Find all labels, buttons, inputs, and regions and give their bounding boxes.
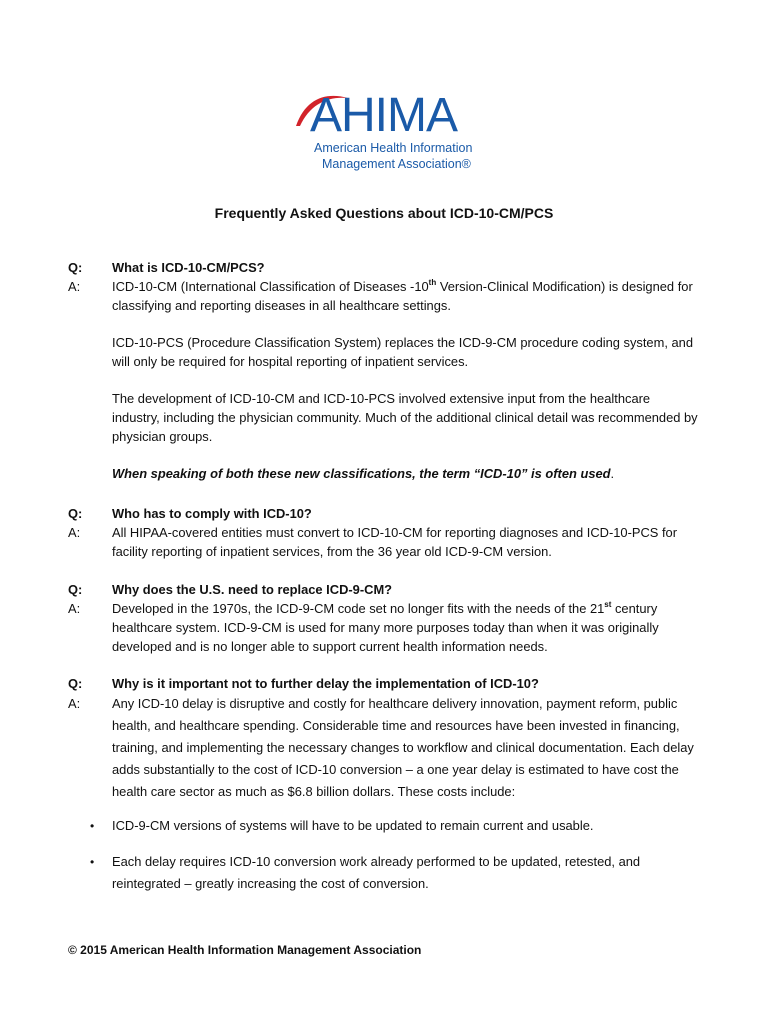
- list-item: [90, 851, 698, 895]
- logo-org-line1: American Health Information: [314, 141, 473, 155]
- answer-label: A:: [68, 696, 81, 711]
- answer-paragraph: The development of ICD-10-CM and ICD-10-PCS involved extensive input from the healthcare industry, including the physician community. Much of the additional clinical detail was recommended by physician groups.: [112, 391, 698, 444]
- logo-wordmark: AHIMA: [310, 89, 458, 142]
- list-item-text: Each delay requires ICD-10 conversion work already performed to be updated, retested, and reintegrated – greatly increasing the cost of conversion.: [112, 854, 641, 891]
- question-row: [68, 258, 698, 277]
- bullet-icon: •: [90, 855, 95, 869]
- question-label: Q:: [68, 260, 83, 275]
- answer-text: All HIPAA-covered entities must convert to ICD-10-CM for reporting diagnoses and ICD-10-PCS for facility reporting of inpatient services, from the 36 year old ICD-9-CM version.: [112, 525, 678, 559]
- logo-org-line2: Management Association®: [322, 157, 471, 171]
- question-text: Why does the U.S. need to replace ICD-9-CM?: [112, 582, 393, 597]
- faq-item-4: [68, 674, 698, 895]
- note-end: .: [610, 466, 615, 481]
- answer-row: [68, 523, 698, 561]
- answer-row: [68, 277, 698, 315]
- answer-label: A:: [68, 601, 81, 616]
- answer-label: A:: [68, 279, 81, 294]
- page-title: Frequently Asked Questions about ICD-10-CM/PCS: [214, 205, 554, 221]
- list-item: [90, 815, 698, 837]
- answer-row: [68, 693, 698, 803]
- question-label: Q:: [68, 676, 83, 691]
- cost-bullet-list: [68, 815, 698, 895]
- answer-note: [68, 464, 698, 483]
- answer-text-part: century healthcare system. ICD-9-CM is used for many more purposes today than when it was originally developed and is no longer able to support current health information needs.: [112, 601, 659, 654]
- faq-item-1: [68, 258, 698, 483]
- answer-text-part: Version-Clinical Modification) is designed for classifying and reporting diseases in all healthcare settings.: [112, 279, 693, 313]
- answer-text: [112, 599, 698, 656]
- question-text: Who has to comply with ICD-10?: [112, 506, 312, 521]
- list-item-text: ICD-9-CM versions of systems will have to be updated to remain current and usable.: [112, 818, 594, 833]
- answer-row: [68, 599, 698, 656]
- superscript: th: [428, 278, 437, 287]
- answer-label: A:: [68, 525, 81, 540]
- superscript: st: [604, 600, 612, 609]
- question-text: What is ICD-10-CM/PCS?: [112, 260, 265, 275]
- answer-text-part: Developed in the 1970s, the ICD-9-CM code set no longer fits with the needs of the 21: [112, 601, 605, 616]
- answer-text: [112, 277, 698, 315]
- question-row: [68, 504, 698, 523]
- answer-text: Any ICD-10 delay is disruptive and costly for healthcare delivery innovation, payment reform, public health, and healthcare spending. Considerable time and resources have been invested in financing, training, and implementing the necessary changes to workflow and clinical documentation. Each delay adds substantially to the cost of ICD-10 conversion – a one year delay is estimated to have cost the health care sector as much as $6.8 billion dollars. These costs include:: [112, 696, 694, 799]
- faq-item-3: [68, 580, 698, 656]
- emphasis-note: When speaking of both these new classifications, the term “ICD-10” is often used: [112, 466, 611, 481]
- copyright-footer: © 2015 American Health Information Management Association: [68, 943, 422, 957]
- question-text: Why is it important not to further delay the implementation of ICD-10?: [112, 676, 539, 691]
- ahima-logo: [292, 90, 472, 180]
- question-row: [68, 580, 698, 599]
- question-label: Q:: [68, 506, 83, 521]
- answer-text-part: ICD-10-CM (International Classification of Diseases -10: [112, 279, 429, 294]
- question-label: Q:: [68, 582, 83, 597]
- bullet-icon: •: [90, 819, 95, 833]
- answer-paragraph: ICD-10-PCS (Procedure Classification System) replaces the ICD-9-CM procedure coding system, and will only be required for hospital reporting of inpatient services.: [112, 335, 694, 369]
- faq-item-2: [68, 504, 698, 561]
- question-row: [68, 674, 698, 693]
